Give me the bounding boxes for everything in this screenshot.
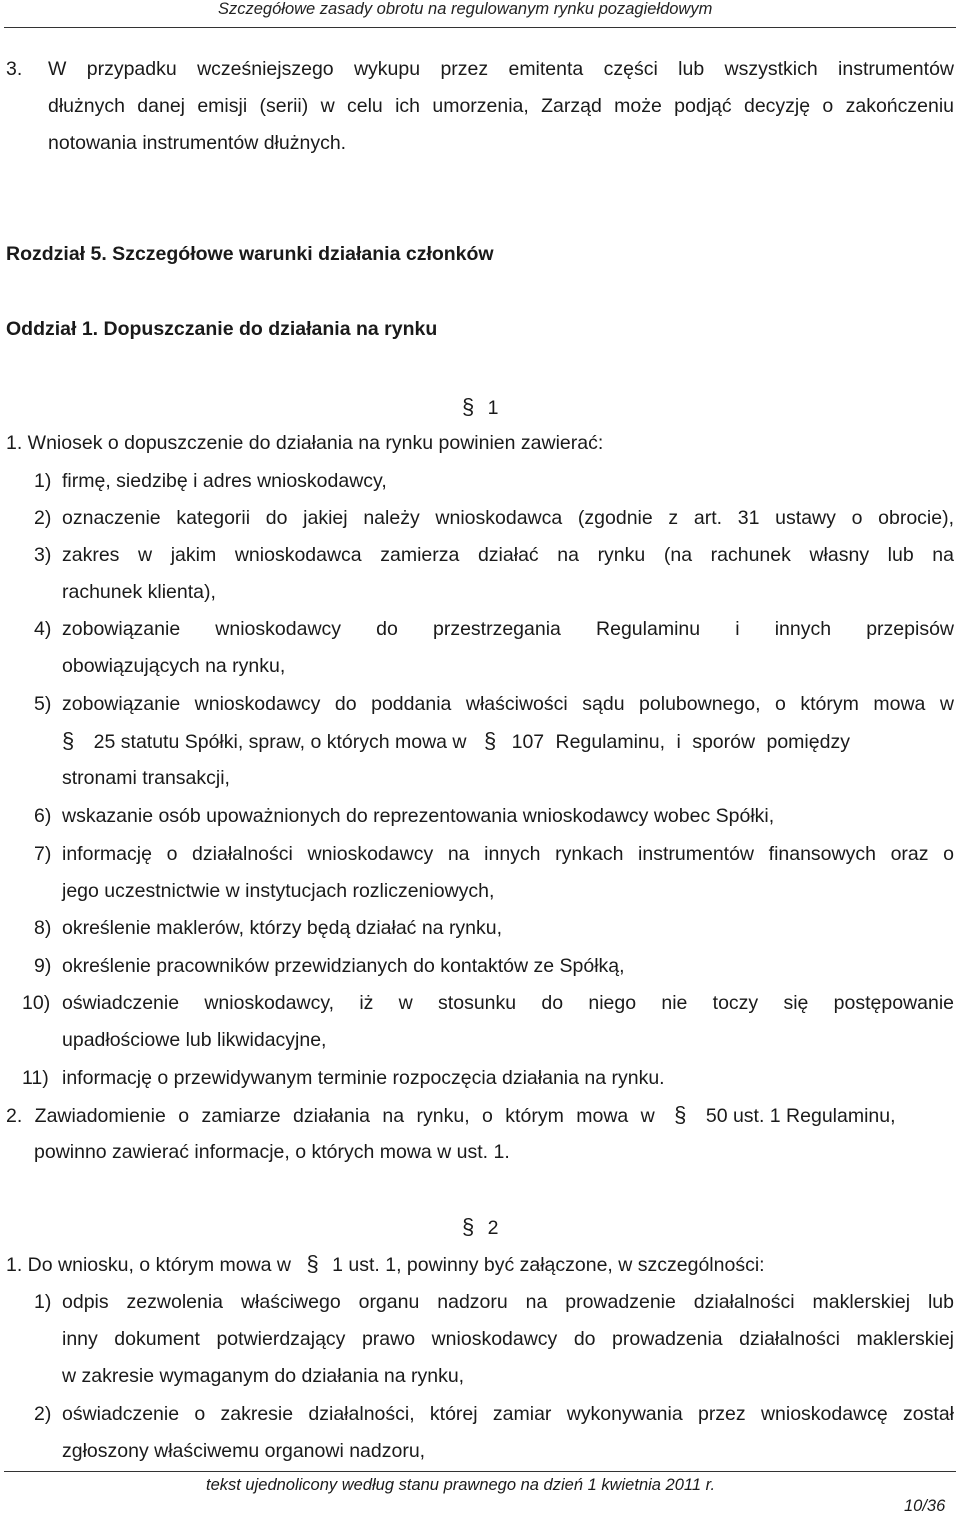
header-rule (4, 27, 956, 28)
division-heading: Oddział 1. Dopuszczanie do działania na rynku (6, 318, 438, 340)
list-item: oświadczenie o zakresie działalności, której zamiar wykonywania przez wnioskodawcę został (62, 1403, 954, 1425)
list-item: zobowiązanie wnioskodawcy do poddania właściwości sądu polubownego, o którym mowa w (62, 693, 954, 715)
para-text: 1. Do wniosku, o którym mowa w (6, 1254, 292, 1276)
section-number: 1 (487, 397, 499, 419)
list-item-cont: jego uczestnictwie w instytucjach rozliczeniowych, (62, 880, 495, 902)
footer-rule (4, 1471, 956, 1472)
list-item: zakres w jakim wnioskodawca zamierza działać na rynku (na rachunek własny lub na (62, 544, 954, 566)
section-symbol: § (306, 1251, 319, 1276)
chapter-heading: Rozdział 5. Szczegółowe warunki działania członków (6, 243, 494, 265)
list-item: oznaczenie kategorii do jakiej należy wnioskodawca (zgodnie z art. 31 ustawy o obrocie), (62, 507, 954, 529)
list-item-cont: inny dokument potwierdzający prawo wnioskodawcy do prowadzenia działalności maklerskiej (62, 1328, 954, 1350)
list-item: informację o działalności wnioskodawcy na innych rynkach instrumentów finansowych oraz o (62, 843, 954, 865)
para-text: 1 ust. 1, powinny być załączone, w szczególności: (332, 1254, 765, 1276)
list-item-cont (62, 730, 954, 754)
list-item-number: 1) (34, 1291, 52, 1313)
list-item-number: 9) (34, 955, 52, 977)
section-symbol: § (462, 394, 475, 419)
list-item-text: 25 statutu Spółki, spraw, o których mowa w (93, 731, 467, 753)
list-item-cont: stronami transakcji, (62, 767, 230, 789)
list-item: firmę, siedzibę i adres wnioskodawcy, (62, 470, 387, 492)
list-item-number: 3) (34, 544, 52, 566)
list-item-number: 6) (34, 805, 52, 827)
section-1-heading (462, 396, 499, 420)
list-item: informację o przewidywanym terminie rozpoczęcia działania na rynku. (62, 1067, 665, 1089)
list-item-number: 5) (34, 693, 52, 715)
footer-note: tekst ujednolicony według stanu prawnego na dzień 1 kwietnia 2011 r. (206, 1476, 716, 1494)
list-item-number: 2) (34, 507, 52, 529)
list-item-number: 8) (34, 917, 52, 939)
list-item: określenie maklerów, którzy będą działać na rynku, (62, 917, 503, 939)
list-item: oświadczenie wnioskodawcy, iż w stosunku do niego nie toczy się postępowanie (62, 992, 954, 1014)
page-number: 10/36 (904, 1497, 946, 1515)
section-1-para-1: 1. Wniosek o dopuszczenie do działania na rynku powinien zawierać: (6, 432, 604, 454)
section-symbol: § (462, 1214, 475, 1239)
para-3-line: dłużnych danej emisji (serii) w celu ich umorzenia, Zarząd może podjąć decyzję o zakończeniu (48, 95, 954, 117)
list-item-number: 4) (34, 618, 52, 640)
list-item-cont: zgłoszony właściwemu organowi nadzoru, (62, 1440, 426, 1462)
list-item-number: 7) (34, 843, 52, 865)
list-item-cont: upadłościowe lub likwidacyjne, (62, 1029, 327, 1051)
section-symbol: § (483, 728, 497, 753)
section-symbol: § (62, 728, 75, 753)
list-item-cont: rachunek klienta), (62, 581, 216, 603)
section-1-para-2 (6, 1104, 954, 1128)
list-item: określenie pracowników przewidzianych do kontaktów ze Spółką, (62, 955, 625, 977)
list-item-cont: w zakresie wymaganym do działania na rynku, (62, 1365, 465, 1387)
list-item-number: 10) (22, 992, 51, 1014)
list-item: odpis zezwolenia właściwego organu nadzoru na prowadzenie działalności maklerskiej lub (62, 1291, 954, 1313)
running-header: Szczegółowe zasady obrotu na regulowanym rynku pozagiełdowym (218, 0, 713, 18)
list-item: wskazanie osób upoważnionych do reprezentowania wnioskodawcy wobec Spółki, (62, 805, 775, 827)
list-item: zobowiązanie wnioskodawcy do przestrzegania Regulaminu i innych przepisów (62, 618, 954, 640)
para-text: 2. Zawiadomienie o zamiarze działania na rynku, o którym mowa w (6, 1105, 655, 1127)
section-symbol: § (674, 1102, 687, 1127)
section-2-para-1 (6, 1253, 765, 1277)
list-item-cont: obowiązujących na rynku, (62, 655, 286, 677)
para-3-line: W przypadku wcześniejszego wykupu przez emitenta części lub wszystkich instrumentów (48, 58, 954, 80)
list-item-text: 107 Regulaminu, i sporów pomiędzy (511, 731, 850, 753)
para-3-number: 3. (6, 58, 23, 80)
section-number: 2 (487, 1217, 499, 1239)
para-text: 50 ust. 1 Regulaminu, (705, 1105, 896, 1127)
para-3-line: notowania instrumentów dłużnych. (48, 132, 347, 154)
section-1-para-2-cont: powinno zawierać informacje, o których mowa w ust. 1. (34, 1141, 510, 1163)
list-item-number: 2) (34, 1403, 52, 1425)
list-item-number: 11) (22, 1067, 49, 1089)
list-item-number: 1) (34, 470, 52, 492)
section-2-heading (462, 1216, 499, 1240)
